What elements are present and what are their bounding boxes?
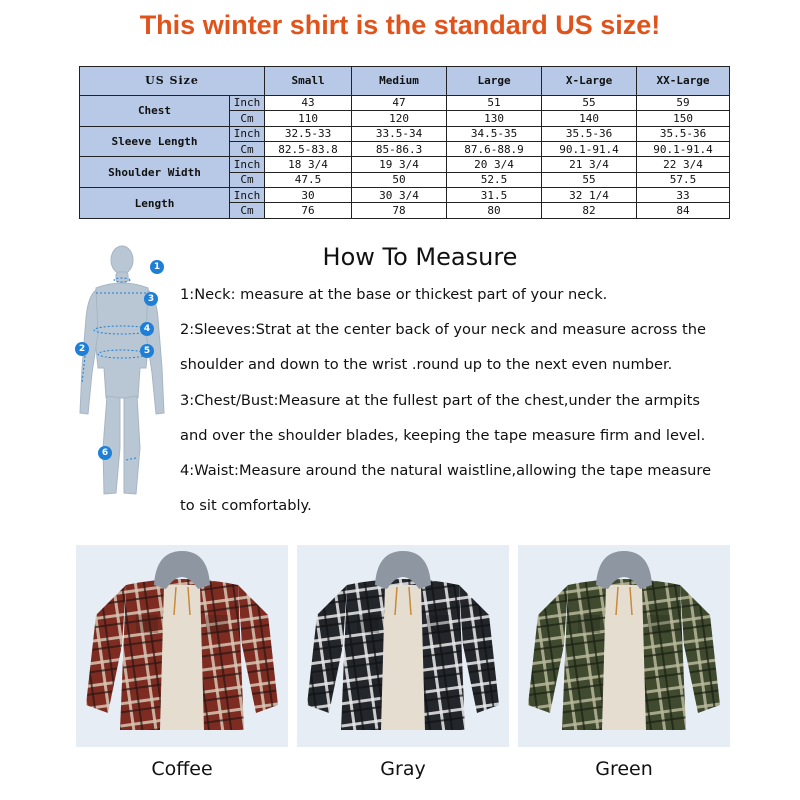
unit-label: Cm: [230, 172, 265, 187]
table-cell: 51: [447, 95, 542, 110]
table-cell: 32.5-33: [265, 126, 352, 141]
flannel-shirt-icon: [76, 545, 288, 747]
table-cell: 47: [352, 95, 447, 110]
table-cell: 90.1-91.4: [542, 141, 637, 156]
unit-label: Cm: [230, 141, 265, 156]
unit-label: Cm: [230, 111, 265, 126]
unit-label: Inch: [230, 157, 265, 172]
table-cell: 55: [542, 95, 637, 110]
flannel-shirt-icon: [297, 545, 509, 747]
instruction-line: 3:Chest/Bust:Measure at the fullest part of the chest,under the armpits: [180, 392, 700, 409]
table-row: [80, 126, 730, 141]
table-cell: 43: [265, 95, 352, 110]
measurement-label: Sleeve Length: [80, 126, 230, 157]
table-cell: 52.5: [447, 172, 542, 187]
size-column-header: X-Large: [542, 67, 637, 96]
table-cell: 57.5: [637, 172, 730, 187]
size-chart-table: [79, 66, 730, 219]
table-cell: 47.5: [265, 172, 352, 187]
table-cell: 110: [265, 111, 352, 126]
table-cell: 130: [447, 111, 542, 126]
unit-label: Inch: [230, 188, 265, 203]
body-silhouette-icon: [70, 238, 170, 508]
color-caption-coffee: Coffee: [151, 758, 213, 780]
unit-label: Inch: [230, 95, 265, 110]
shirt-body: [528, 551, 720, 730]
table-cell: 76: [265, 203, 352, 219]
table-cell: 19 3/4: [352, 157, 447, 172]
marker-5-icon: 5: [140, 344, 154, 358]
table-cell: 20 3/4: [447, 157, 542, 172]
table-cell: 35.5-36: [542, 126, 637, 141]
marker-4-icon: 4: [140, 322, 154, 336]
how-to-measure-title: How To Measure: [322, 243, 518, 271]
unit-label: Cm: [230, 203, 265, 219]
table-cell: 33: [637, 188, 730, 203]
measurement-label: Shoulder Width: [80, 157, 230, 188]
size-column-header: XX-Large: [637, 67, 730, 96]
table-cell: 84: [637, 203, 730, 219]
marker-2-icon: 2: [75, 342, 89, 356]
marker-6-icon: 6: [98, 446, 112, 460]
instruction-line: and over the shoulder blades, keeping the tape measure firm and level.: [180, 427, 706, 444]
table-cell: 140: [542, 111, 637, 126]
table-cell: 120: [352, 111, 447, 126]
instruction-line: to sit comfortably.: [180, 497, 312, 514]
product-photo-gray[interactable]: [297, 545, 509, 747]
color-caption-green: Green: [595, 758, 653, 780]
instruction-line: shoulder and down to the wrist .round up to the next even number.: [180, 356, 673, 373]
table-cell: 33.5-34: [352, 126, 447, 141]
shirt-body: [86, 551, 278, 730]
table-cell: 30 3/4: [352, 188, 447, 203]
table-cell: 22 3/4: [637, 157, 730, 172]
table-row: [80, 188, 730, 203]
body-measurement-figure: [70, 238, 170, 508]
table-cell: 82.5-83.8: [265, 141, 352, 156]
table-cell: 87.6-88.9: [447, 141, 542, 156]
measurement-label: Length: [80, 188, 230, 219]
table-cell: 82: [542, 203, 637, 219]
table-cell: 32 1/4: [542, 188, 637, 203]
size-column-header: Medium: [352, 67, 447, 96]
table-row: [80, 95, 730, 110]
table-cell: 78: [352, 203, 447, 219]
shirt-body: [307, 551, 499, 730]
marker-3-icon: 3: [144, 292, 158, 306]
instruction-line: 2:Sleeves:Strat at the center back of your neck and measure across the: [180, 321, 706, 338]
product-photo-green[interactable]: [518, 545, 730, 747]
flannel-shirt-icon: [518, 545, 730, 747]
table-cell: 30: [265, 188, 352, 203]
size-table-header-row: [80, 67, 730, 96]
table-cell: 34.5-35: [447, 126, 542, 141]
table-cell: 55: [542, 172, 637, 187]
measurement-label: Chest: [80, 95, 230, 126]
table-cell: 31.5: [447, 188, 542, 203]
table-cell: 18 3/4: [265, 157, 352, 172]
table-cell: 80: [447, 203, 542, 219]
marker-1-icon: 1: [150, 260, 164, 274]
table-cell: 150: [637, 111, 730, 126]
table-cell: 35.5-36: [637, 126, 730, 141]
instruction-line: 1:Neck: measure at the base or thickest part of your neck.: [180, 286, 608, 303]
size-column-header: Large: [447, 67, 542, 96]
headline: This winter shirt is the standard US size!: [139, 10, 661, 40]
size-table-corner-label: US Size: [80, 67, 265, 96]
table-cell: 21 3/4: [542, 157, 637, 172]
product-photo-coffee[interactable]: [76, 545, 288, 747]
table-cell: 90.1-91.4: [637, 141, 730, 156]
table-cell: 59: [637, 95, 730, 110]
table-row: [80, 157, 730, 172]
instruction-line: 4:Waist:Measure around the natural waistline,allowing the tape measure: [180, 462, 712, 479]
color-caption-gray: Gray: [380, 758, 426, 780]
table-cell: 85-86.3: [352, 141, 447, 156]
table-cell: 50: [352, 172, 447, 187]
size-column-header: Small: [265, 67, 352, 96]
unit-label: Inch: [230, 126, 265, 141]
